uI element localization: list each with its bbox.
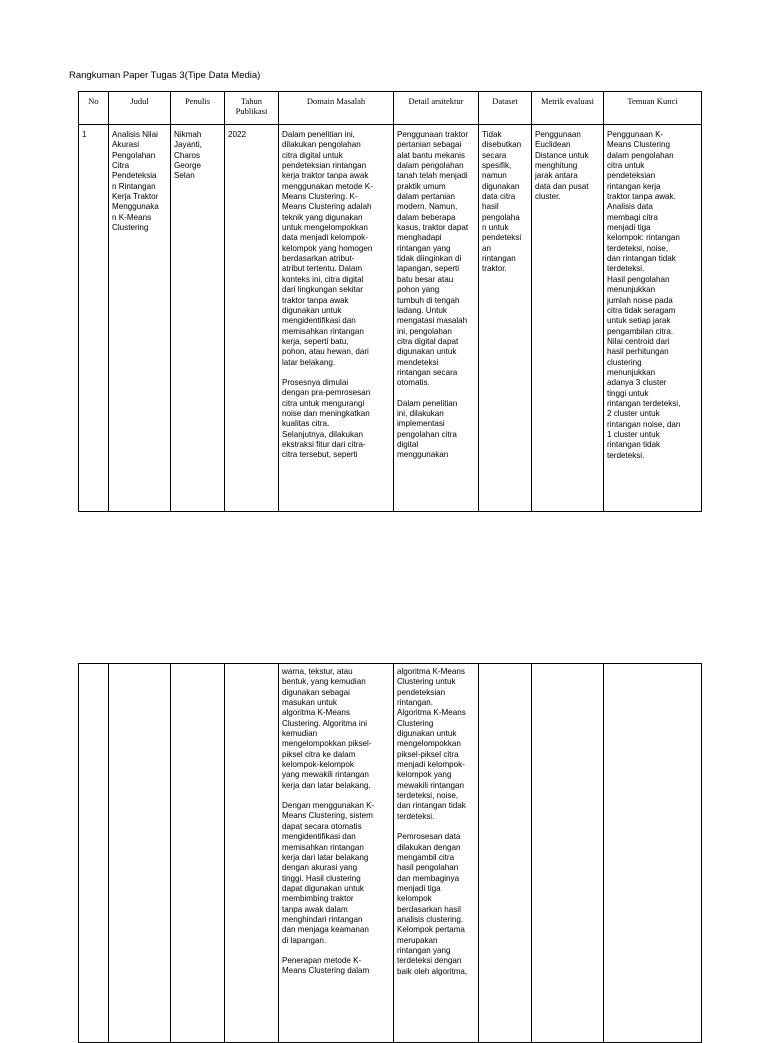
header-tahun: Tahun Publikasi	[225, 92, 279, 125]
summary-table-continued	[78, 663, 702, 1043]
table-row	[79, 664, 702, 1043]
domain-paragraph-5: Penerapan metode K- Means Clustering dalam	[282, 955, 370, 976]
cell-arsitektur	[394, 125, 479, 512]
cell-temuan	[604, 664, 702, 1043]
header-arsitektur: Detail arsitektur	[394, 92, 479, 125]
cell-temuan: Penggunaan K- Means Clustering dalam pengolahan citra untuk pendeteksian rintangan kerja traktor tanpa awak. Analisis data membagi citra menjadi tiga kelompok: rintangan terdeteksi, noise, dan rintangan tidak terdeteksi. Hasil pengolahan menunjukkan jumlah noise pada citra tidak seragam untuk setiap jarak pengambilan citra. Nilai centroid dari hasil perhitungan clustering menunjukkan adanya 3 cluster tinggi untuk rintangan terdeteksi, 2 cluster untuk rintangan noise, dan 1 cluster untuk rintangan tidak terdeteksi.	[604, 125, 702, 512]
cell-no: 1	[79, 125, 109, 512]
cell-dataset: Tidak disebutkan secara spesifik, namun digunakan data citra hasil pengolaha n untuk pendeteksi an rintangan traktor.	[479, 125, 532, 512]
cell-no	[79, 664, 109, 1043]
domain-paragraph-4: Dengan menggunakan K- Means Clustering, sistem dapat secara otomatis mengidentifikasi dan memisahkan rintangan kerja dari latar belakang dengan akurasi yang tinggi. Hasil clustering dapat digunakan untuk membimbing traktor tanpa awak dalam menghindari rintangan dan menjaga keamanan di lapangan.	[282, 801, 375, 945]
header-judul: Judul	[109, 92, 171, 125]
header-domain: Domain Masalah	[279, 92, 394, 125]
cell-judul	[109, 664, 171, 1043]
cell-tahun	[225, 664, 279, 1043]
domain-paragraph-1: Dalam penelitian ini, dilakukan pengolahan citra digital untuk pendeteksian rintangan kerja traktor tanpa awak menggunakan metode K- Means Clustering. K- Means Clustering adalah teknik yang digunakan untuk mengelompokkan data menjadi kelompok- kelompok yang homogen berdasarkan atribut- atribut tertentu. Dalam konteks ini, citra digital dari lingkungan sekitar traktor tanpa awak digunakan untuk mengidentifikasi dan memisahkan rintangan kerja, seperti batu, pohon, atau hewan, dari latar belakang.	[282, 130, 373, 367]
table-header-row	[79, 92, 702, 125]
header-dataset: Dataset	[479, 92, 532, 125]
arsitektur-paragraph-1: Penggunaan traktor pertanian sebagai alat bantu mekanis dalam pengolahan tanah telah menjadi praktik umum dalam pertanian modern. Namun, dalam beberapa kasus, traktor dapat menghadapi rintangan yang tidak diinginkan di lapangan, seperti batu besar atau pohon yang tumbuh di tengah ladang. Untuk mengatasi masalah ini, pengolahan citra digital dapat digunakan untuk mendeteksi rintangan secara otomatis.	[397, 130, 469, 388]
cell-domain	[279, 664, 394, 1043]
domain-paragraph-2: Prosesnya dimulai dengan pra-pemrosesan citra untuk mengurangi noise dan meningkatkan kualitas citra. Selanjutnya, dilakukan ekstraksi fitur dari citra- citra tersebut, seperti	[282, 377, 371, 460]
cell-dataset	[479, 664, 532, 1043]
header-temuan: Temuan Kunci	[604, 92, 702, 125]
arsitektur-paragraph-4: Pemrosesan data dilakukan dengan mengambil citra hasil pengolahan dan membaginya menjadi tiga kelompok berdasarkan hasil analisis clustering. Kelompok pertama merupakan rintangan yang terdeteksi dengan baik oleh algoritma,	[397, 832, 468, 976]
arsitektur-paragraph-2: Dalam penelitian ini, dilakukan implementasi pengolahan citra digital menggunakan	[397, 398, 458, 460]
header-penulis: Penulis	[171, 92, 225, 125]
summary-table	[78, 91, 702, 512]
cell-penulis	[171, 664, 225, 1043]
cell-tahun: 2022	[225, 125, 279, 512]
arsitektur-paragraph-3: algoritma K-Means Clustering untuk pendeteksian rintangan. Algoritma K-Means Clustering digunakan untuk mengelompokkan piksel-piksel citra menjadi kelompok- kelompok yang mewakili rintangan terdeteksi, noise, dan rintangan tidak terdeteksi.	[397, 667, 466, 821]
header-no: No	[79, 92, 109, 125]
cell-domain	[279, 125, 394, 512]
cell-metrik	[532, 664, 604, 1043]
cell-arsitektur	[394, 664, 479, 1043]
cell-judul: Analisis Nilai Akurasi Pengolahan Citra Pendeteksia n Rintangan Kerja Traktor Menggunaka n K-Means Clustering	[109, 125, 171, 512]
cell-metrik: Penggunaan Euclidean Distance untuk menghitung jarak antara data dan pusat cluster.	[532, 125, 604, 512]
header-metrik: Metrik evaluasi	[532, 92, 604, 125]
table-row	[79, 125, 702, 512]
document-title: Rangkuman Paper Tugas 3(Tipe Data Media)	[69, 70, 261, 81]
cell-penulis: Nikmah Jayanti, Charos George Selan	[171, 125, 225, 512]
domain-paragraph-3: warna, tekstur, atau bentuk, yang kemudian digunakan sebagai masukan untuk algoritma K-Means Clustering. Algoritma ini kemudian mengelompokkan piksel- piksel citra ke dalam kelompok-kelompok yang mewakili rintangan kerja dan latar belakang.	[282, 667, 372, 790]
